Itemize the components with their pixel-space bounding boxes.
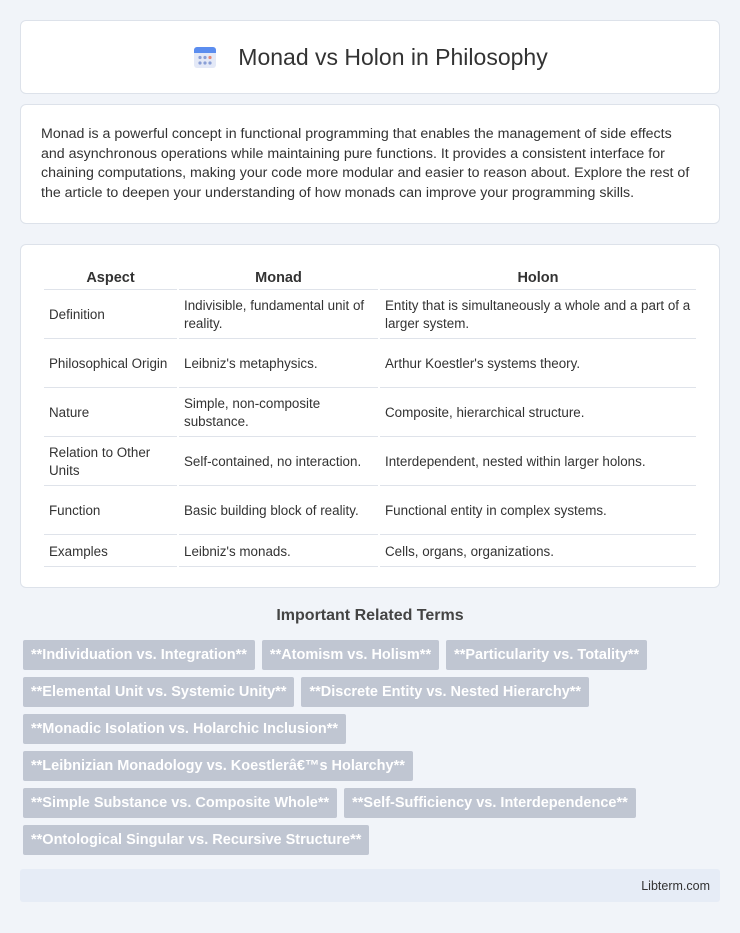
related-terms-title: Important Related Terms: [276, 607, 464, 624]
table-row: [44, 390, 696, 437]
table-cell-holon: Arthur Koestler's systems theory.: [380, 341, 696, 388]
related-term-tag[interactable]: **Individuation vs. Integration**: [23, 640, 255, 670]
column-header-holon: Holon: [380, 267, 696, 290]
table-cell-aspect: Relation to Other Units: [44, 439, 177, 486]
related-term-tag[interactable]: **Monadic Isolation vs. Holarchic Inclusion**: [23, 714, 346, 744]
table-cell-monad: Simple, non-composite substance.: [179, 390, 378, 437]
related-term-tag[interactable]: **Discrete Entity vs. Nested Hierarchy**: [301, 677, 589, 707]
header-card: [20, 20, 720, 94]
table-cell-monad: Leibniz's metaphysics.: [179, 341, 378, 388]
related-term-tag[interactable]: **Self-Sufficiency vs. Interdependence**: [344, 788, 636, 818]
table-row: [44, 439, 696, 486]
table-cell-holon: Interdependent, nested within larger holons.: [380, 439, 696, 486]
table-row: [44, 488, 696, 535]
page-title: Monad vs Holon in Philosophy: [238, 43, 548, 70]
table-cell-monad: Indivisible, fundamental unit of reality.: [179, 292, 378, 339]
intro-paragraph: Monad is a powerful concept in functional programming that enables the management of side effects and asynchronous operations while maintaining pure functions. It provides a consistent interface for chaining computations, making your code more modular and easier to reason about. Explore the rest of the article to deepen your understanding of how monads can improve your programming skills.: [41, 126, 690, 201]
comparison-table-card: [20, 244, 720, 588]
table-row: [44, 292, 696, 339]
table-cell-monad: Leibniz's monads.: [179, 537, 378, 567]
related-term-tag[interactable]: **Simple Substance vs. Composite Whole**: [23, 788, 337, 818]
table-cell-holon: Entity that is simultaneously a whole and a part of a larger system.: [380, 292, 696, 339]
table-cell-aspect: Function: [44, 488, 177, 535]
table-cell-holon: Composite, hierarchical structure.: [380, 390, 696, 437]
related-term-tag[interactable]: **Atomism vs. Holism**: [262, 640, 439, 670]
table-cell-monad: Self-contained, no interaction.: [179, 439, 378, 486]
column-header-aspect: Aspect: [44, 267, 177, 290]
table-header-row: [44, 267, 696, 290]
related-term-tag[interactable]: **Leibnizian Monadology vs. Koestlerâ€™s Holarchy**: [23, 751, 413, 781]
related-term-tag[interactable]: **Particularity vs. Totality**: [446, 640, 647, 670]
table-row: [44, 341, 696, 388]
footer: [20, 869, 720, 902]
table-cell-aspect: Philosophical Origin: [44, 341, 177, 388]
related-terms-list: [23, 640, 713, 862]
table-cell-monad: Basic building block of reality.: [179, 488, 378, 535]
intro-card: [20, 104, 720, 224]
comparison-table: [42, 265, 698, 569]
related-term-tag[interactable]: **Elemental Unit vs. Systemic Unity**: [23, 677, 294, 707]
table-cell-aspect: Nature: [44, 390, 177, 437]
table-cell-aspect: Examples: [44, 537, 177, 567]
table-cell-holon: Cells, organs, organizations.: [380, 537, 696, 567]
column-header-monad: Monad: [179, 267, 378, 290]
footer-site-link[interactable]: Libterm.com: [641, 878, 710, 893]
calendar-icon: [192, 44, 218, 70]
table-cell-aspect: Definition: [44, 292, 177, 339]
related-term-tag[interactable]: **Ontological Singular vs. Recursive Structure**: [23, 825, 369, 855]
table-cell-holon: Functional entity in complex systems.: [380, 488, 696, 535]
table-row: [44, 537, 696, 567]
